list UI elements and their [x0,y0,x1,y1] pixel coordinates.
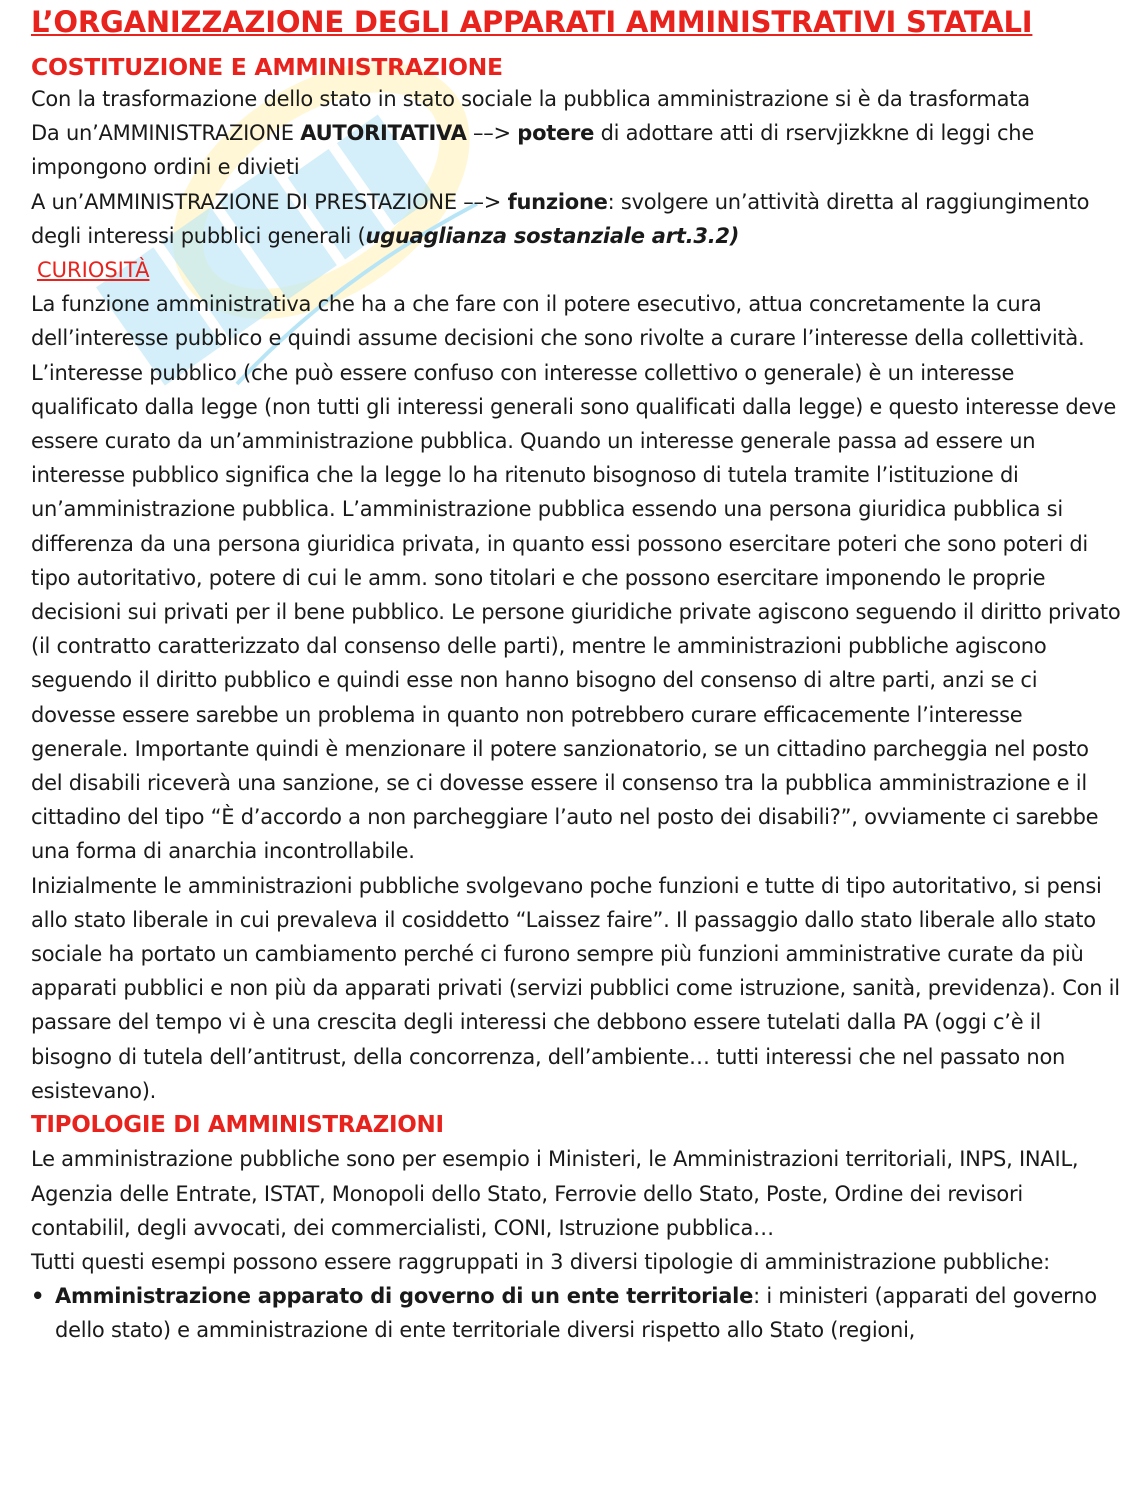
text-run: di adottare atti di rservjizkkne di leggi che impongono ordini e divieti [31,121,1035,180]
document-page [31,0,1121,1348]
paragraph-storia: Inizialmente le amministrazioni pubbliche svolgevano poche funzioni e tutte di tipo autoritativo, si pensi allo stato liberale in cui prevaleva il cosiddetto “Laissez faire”. Il passaggio dallo stato liberale allo stato sociale ha portato un cambiamento perché ci furono sempre più funzioni amministrative curate da più apparati pubblici e non più da apparati privati (servizi pubblici come istruzione, sanità, previdenza). Con il passare del tempo vi è una crescita degli interessi che debbono essere tutelati dalla PA (oggi c’è il bisogno di tutela dell’antitrust, della concorrenza, dell’ambiente… tutti interessi che nel passato non esistevano). [31,873,1120,1103]
bold-italic-term: uguaglianza sostanziale art.3.2) [365,223,740,248]
list-item-bold: Amministrazione apparato di governo di un ente territoriale [55,1284,754,1309]
paragraph-esempi: Le amministrazione pubbliche sono per esempio i Ministeri, le Amministrazioni territoriali, INPS, INAIL, Agenzia delle Entrate, ISTAT, Monopoli dello Stato, Ferrovie dello Stato, Poste, Ordine dei revisori contabilil, degli avvocati, dei commercialisti, CONI, Istruzione pubblica… [31,1147,1079,1240]
bullet-icon: • [31,1284,45,1309]
section-heading-tipologie: TIPOLOGIE DI AMMINISTRAZIONI [31,1112,444,1139]
page-title: L’ORGANIZZAZIONE DEGLI APPARATI AMMINISTRATIVI STATALI [31,5,1033,39]
list-item [31,1279,1121,1347]
bold-term-potere: potere [517,121,595,146]
text-run: A un’AMMINISTRAZIONE DI PRESTAZIONE ––> [31,189,508,214]
section-heading-costituzione: COSTITUZIONE E AMMINISTRAZIONE [31,53,503,81]
bold-term-autoritativa: AUTORITATIVA [300,121,467,146]
paragraph-tipologie: Tutti questi esempi possono essere raggruppati in 3 diversi tipologie di amministrazione pubbliche: [31,1249,1050,1274]
text-run: : svolgere un’attività diretta al raggiungimento degli interessi pubblici generali ( [31,189,1090,248]
text-run: ––> [466,121,518,146]
paragraph-funzione-amministrativa: La funzione amministrativa che ha a che fare con il potere esecutivo, attua concretamente la cura dell’interesse pubblico e quindi assume decisioni che sono rivolte a curare l’interesse della collettività. L’interesse pubblico (che può essere confuso con interesse collettivo o generale) è un interesse qualificato dalla legge (non tutti gli interessi generali sono qualificati dalla legge) e questo interesse deve essere curato da un’amministrazione pubblica. Quando un interesse generale passa ad essere un interesse pubblico significa che la legge lo ha ritenuto bisognoso di tutela tramite l’istituzione di un’amministrazione pubblica. L’amministrazione pubblica essendo una persona giuridica pubblica si differenza da una persona giuridica privata, in quanto essi possono esercitare poteri che sono poteri di tipo autoritativo, potere di cui le amm. sono titolari e che possono esercitare imponendo le proprie decisioni sui privati per il bene pubblico. Le persone giuridiche private agiscono seguendo il diritto privato (il contratto caratterizzato dal consenso delle parti), mentre le amministrazioni pubbliche agiscono seguendo il diritto pubblico e quindi esse non hanno bisogno del consenso di altre parti, anzi se ci dovesse essere sarebbe un problema in quanto non potrebbero curare efficacemente l’interesse generale. Importante quindi è menzionare il potere sanzionatorio, se un cittadino parcheggia nel posto del disabili riceverà una sanzione, se ci dovesse essere il consenso tra la pubblica amministrazione e il cittadino del tipo “È d’accordo a non parcheggiare l’auto nel posto dei disabili?”, ovviamente ci sarebbe una forma di anarchia incontrollabile. [31,292,1121,864]
list-item-text: : i ministeri (apparati del governo dello stato) e amministrazione di ente territoriale diversi rispetto allo Stato (regioni, [55,1284,1097,1343]
curiosity-label: CURIOSITÀ [37,258,150,283]
intro-paragraph-1: Con la trasformazione dello stato in stato sociale la pubblica amministrazione si è da trasformata [31,87,1030,111]
intro-paragraph-2 [31,116,1121,184]
text-run: Da un’AMMINISTRAZIONE [31,121,301,146]
intro-paragraph-3 [31,185,1121,253]
bold-term-funzione: funzione [507,189,608,214]
tipologie-list [31,1279,1121,1347]
